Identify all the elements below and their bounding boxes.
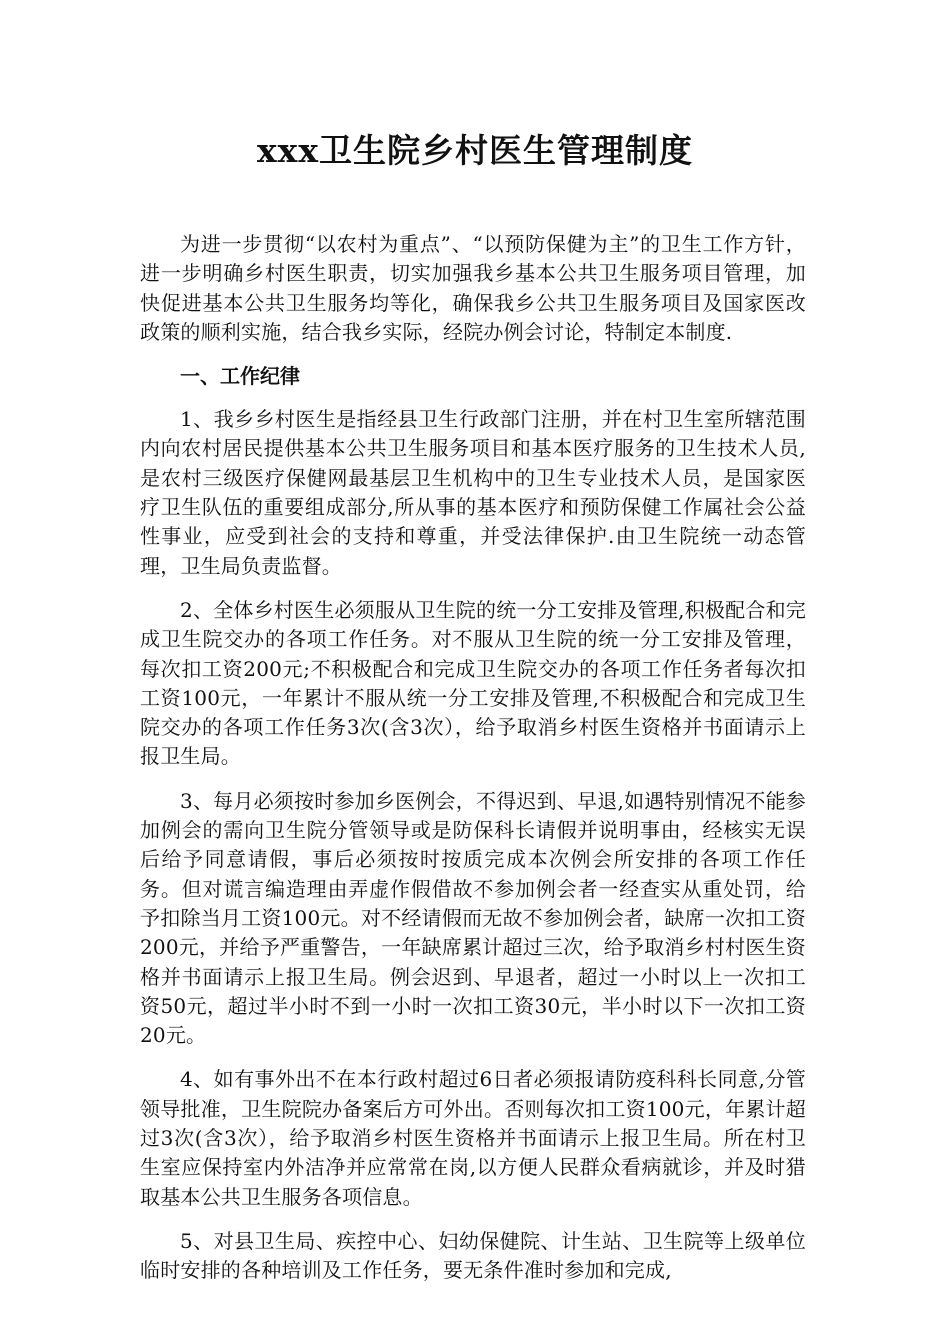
section-heading-work-discipline: 一、工作纪律 xyxy=(180,364,300,389)
clause-paragraph-1: 1、我乡乡村医生是指经县卫生行政部门注册，并在村卫生室所辖范围内向农村居民提供基本公共卫生服务项目和基本医疗服务的卫生技术人员,是农村三级医疗保健网最基层卫生机构中的卫生专业技术人员，是国家医疗卫生队伍的重要组成部分,所从事的基本医疗和预防保健工作属社会公益性事业，应受到社会的支持和尊重，并受法律保护.由卫生院统一动态管理，卫生局负责监督。 xyxy=(140,407,806,578)
clause-paragraph-4: 4、如有事外出不在本行政村超过6日者必须报请防疫科科长同意,分管领导批准，卫生院院办备案后方可外出。否则每次扣工资100元，年累计超过3次(含3次），给予取消乡村医生资格并书面请示上报卫生局。所在村卫生室应保持室内外洁净并应常常在岗,以方便人民群众看病就诊，并及时猎取基本公共卫生服务各项信息。 xyxy=(140,1067,806,1209)
clause-paragraph-2: 2、全体乡村医生必须服从卫生院的统一分工安排及管理,积极配合和完成卫生院交办的各项工作任务。对不服从卫生院的统一分工安排及管理，每次扣工资200元;不积极配合和完成卫生院交办的各项工作任务者每次扣工资100元，一年累计不服从统一分工安排及管理,不积极配合和完成卫生院交办的各项工作任务3次(含3次），给予取消乡村医生资格并书面请示上报卫生局。 xyxy=(140,597,806,769)
clause-paragraph-3: 3、每月必须按时参加乡医例会，不得迟到、早退,如遇特别情况不能参加例会的需向卫生院分管领导或是防保科长请假并说明事由，经核实无误后给予同意请假，事后必须按时按质完成本次例会所安排的各项工作任务。但对谎言编造理由弄虚作假借故不参加例会者一经查实从重处罚，给予扣除当月工资100元。对不经请假而无故不参加例会者，缺席一次扣工资200元，并给予严重警告，一年缺席累计超过三次，给予取消乡村村医生资格并书面请示上报卫生局。例会迟到、早退者，超过一小时以上一次扣工资50元，超过半小时不到一小时一次扣工资30元，半小时以下一次扣工资20元。 xyxy=(140,788,806,1048)
clause-paragraph-5: 5、对县卫生局、疾控中心、妇幼保健院、计生站、卫生院等上级单位临时安排的各种培训及工作任务，要无条件准时参加和完成, xyxy=(140,1228,806,1283)
document-title: xxx卫生院乡村医生管理制度 xyxy=(256,131,694,170)
document-body xyxy=(140,230,806,1301)
intro-paragraph: 为进一步贯彻“以农村为重点”、“以预防保健为主”的卫生工作方针，进一步明确乡村医生职责，切实加强我乡基本公共卫生服务项目管理，加快促进基本公共卫生服务均等化，确保我乡公共卫生服务项目及国家医改政策的顺利实施，结合我乡实际，经院办例会讨论，特制定本制度. xyxy=(140,232,806,344)
